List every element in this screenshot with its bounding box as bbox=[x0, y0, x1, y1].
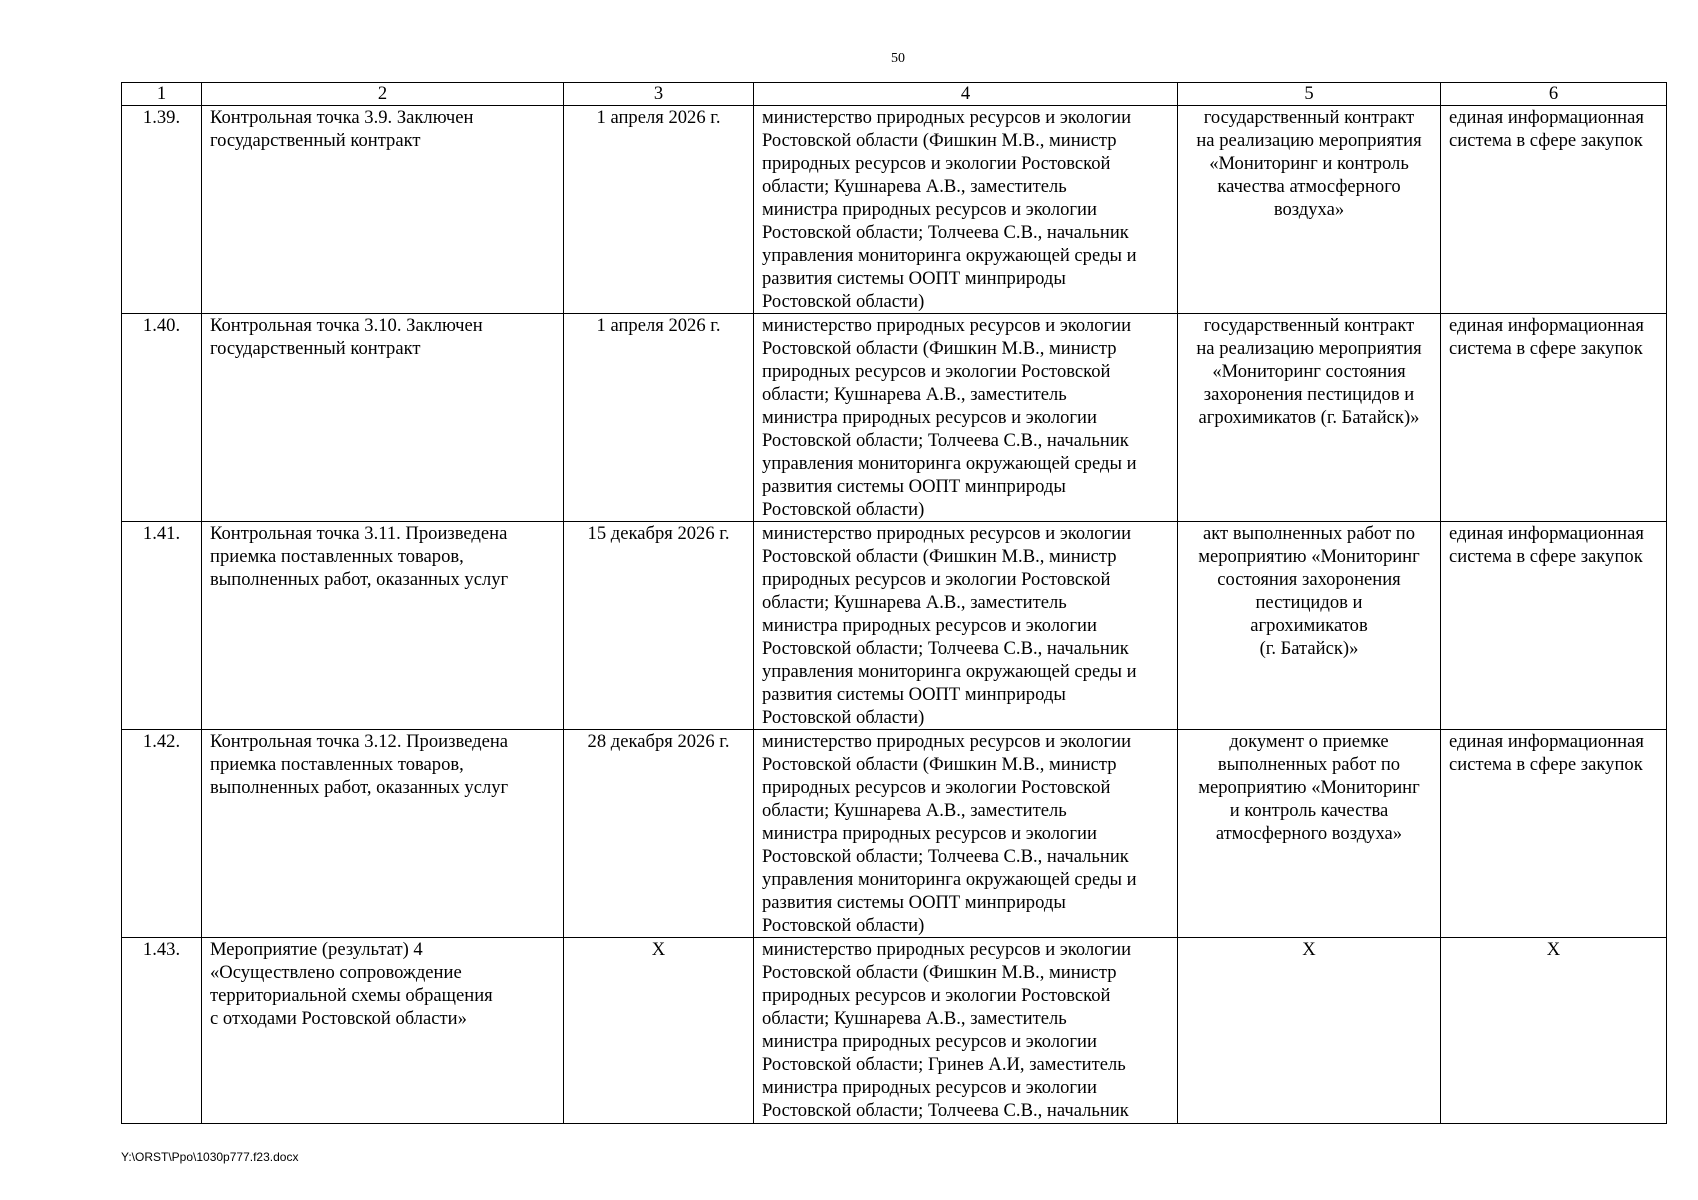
row-date: 28 декабря 2026 г. bbox=[564, 730, 754, 938]
row-system: единая информационная система в сфере закупок bbox=[1441, 314, 1667, 522]
table-header-row bbox=[122, 83, 1667, 106]
column-header: 4 bbox=[754, 83, 1178, 106]
file-path-footer: Y:\ORST\Ppo\1030p777.f23.docx bbox=[121, 1150, 299, 1164]
row-responsible: министерство природных ресурсов и экологии Ростовской области (Фишкин М.В., министр природных ресурсов и экологии Ростовской области; Кушнарева А.В., заместитель министра природных ресурсов и экологии Ростовской области; Гринев А.И, заместитель министра природных ресурсов и экологии Ростовской области; Толчеева С.В., начальник bbox=[754, 938, 1178, 1124]
row-system: единая информационная система в сфере закупок bbox=[1441, 522, 1667, 730]
row-system: единая информационная система в сфере закупок bbox=[1441, 106, 1667, 314]
row-document: документ о приемке выполненных работ по мероприятию «Мониторинг и контроль качества атмосферного воздуха» bbox=[1178, 730, 1441, 938]
row-document: государственный контракт на реализацию мероприятия «Мониторинг и контроль качества атмосферного воздуха» bbox=[1178, 106, 1441, 314]
column-header: 6 bbox=[1441, 83, 1667, 106]
row-date: Х bbox=[564, 938, 754, 1124]
plan-table bbox=[121, 82, 1667, 1124]
row-system: Х bbox=[1441, 938, 1667, 1124]
row-responsible: министерство природных ресурсов и экологии Ростовской области (Фишкин М.В., министр природных ресурсов и экологии Ростовской области; Кушнарева А.В., заместитель министра природных ресурсов и экологии Ростовской области; Толчеева С.В., начальник управления мониторинга окружающей среды и развития системы ООПТ минприроды Ростовской области) bbox=[754, 730, 1178, 938]
row-description: Контрольная точка 3.9. Заключен государственный контракт bbox=[202, 106, 564, 314]
page-number: 50 bbox=[891, 51, 905, 66]
row-description: Контрольная точка 3.11. Произведена приемка поставленных товаров, выполненных работ, оказанных услуг bbox=[202, 522, 564, 730]
row-number: 1.40. bbox=[122, 314, 202, 522]
row-date: 1 апреля 2026 г. bbox=[564, 106, 754, 314]
column-header: 1 bbox=[122, 83, 202, 106]
table-row bbox=[122, 314, 1667, 522]
row-description: Контрольная точка 3.12. Произведена приемка поставленных товаров, выполненных работ, оказанных услуг bbox=[202, 730, 564, 938]
row-description: Контрольная точка 3.10. Заключен государственный контракт bbox=[202, 314, 564, 522]
column-header: 5 bbox=[1178, 83, 1441, 106]
row-system: единая информационная система в сфере закупок bbox=[1441, 730, 1667, 938]
row-document: государственный контракт на реализацию мероприятия «Мониторинг состояния захоронения пестицидов и агрохимикатов (г. Батайск)» bbox=[1178, 314, 1441, 522]
table-row bbox=[122, 938, 1667, 1124]
table-row bbox=[122, 522, 1667, 730]
row-document: Х bbox=[1178, 938, 1441, 1124]
row-responsible: министерство природных ресурсов и экологии Ростовской области (Фишкин М.В., министр природных ресурсов и экологии Ростовской области; Кушнарева А.В., заместитель министра природных ресурсов и экологии Ростовской области; Толчеева С.В., начальник управления мониторинга окружающей среды и развития системы ООПТ минприроды Ростовской области) bbox=[754, 314, 1178, 522]
column-header: 3 bbox=[564, 83, 754, 106]
row-number: 1.42. bbox=[122, 730, 202, 938]
row-number: 1.43. bbox=[122, 938, 202, 1124]
table-row bbox=[122, 106, 1667, 314]
row-description: Мероприятие (результат) 4 «Осуществлено сопровождение территориальной схемы обращения с отходами Ростовской области» bbox=[202, 938, 564, 1124]
row-date: 15 декабря 2026 г. bbox=[564, 522, 754, 730]
row-document: акт выполненных работ по мероприятию «Мониторинг состояния захоронения пестицидов и агрохимикатов (г. Батайск)» bbox=[1178, 522, 1441, 730]
row-responsible: министерство природных ресурсов и экологии Ростовской области (Фишкин М.В., министр природных ресурсов и экологии Ростовской области; Кушнарева А.В., заместитель министра природных ресурсов и экологии Ростовской области; Толчеева С.В., начальник управления мониторинга окружающей среды и развития системы ООПТ минприроды Ростовской области) bbox=[754, 106, 1178, 314]
table-row bbox=[122, 730, 1667, 938]
row-responsible: министерство природных ресурсов и экологии Ростовской области (Фишкин М.В., министр природных ресурсов и экологии Ростовской области; Кушнарева А.В., заместитель министра природных ресурсов и экологии Ростовской области; Толчеева С.В., начальник управления мониторинга окружающей среды и развития системы ООПТ минприроды Ростовской области) bbox=[754, 522, 1178, 730]
row-number: 1.41. bbox=[122, 522, 202, 730]
row-date: 1 апреля 2026 г. bbox=[564, 314, 754, 522]
row-number: 1.39. bbox=[122, 106, 202, 314]
column-header: 2 bbox=[202, 83, 564, 106]
